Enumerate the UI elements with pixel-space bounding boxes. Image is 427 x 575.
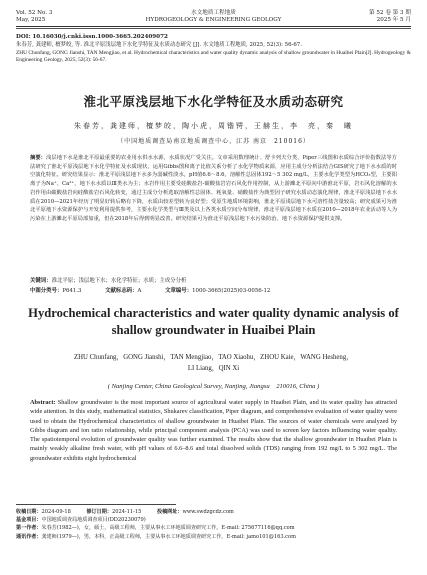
abstract-en-label: Abstract: <box>30 399 56 406</box>
header-rule-thin <box>16 28 411 29</box>
abstract-cn <box>30 154 397 224</box>
affiliation-cn: （中国地质调查局南京地质调查中心，江苏 南京 210016） <box>117 138 310 145</box>
received-date: 收稿日期：2024-09-18 <box>16 509 71 515</box>
header-rule <box>16 26 411 27</box>
abstract-cn-text: 浅层地下水是淮北平原最重要的农业用水供水水源，水质状况广受关注。文章采用数理统计、舒卡列夫分类、Piper三线图和水质综合评价指数法等方法研究了淮北平原浅层地下水化学特征及水质现状，运用Gibbs图和离子比值关系分析了水化学物质来源，应用主成分分析法结合GIS研究了地下水水质的时空演化特征。研究结果显示：淮北平原浅层地下水多为弱碱性淡水，pH值6.6～8.6，溶解性总固体192～5 302 mg/L，主要水化学类型为HCO₃型，主要阳离子为Na⁺、Ca²⁺，地下水水质以Ⅲ类水为主；水岩作用主要受硅酸盐岩-碳酸盐岩岩石风化作用控制，从上游濉北平原向中游淮北平原，岩石风化溶解的水岩作用由碳酸盐岩向硅酸盐岩石风化转变，通过主成分分析选取溶解性总固体、耗氧量、硝酸盐作为典型因子研究水质动态演化规律，淮北平原浅层地下水水质在2010—2021年经历了明显好转后略有下降，水质由较差型转为良好型；受原生地质环境影响，淮北平原浅层地下水可溶性盐含量较高；研究成果可为淮北平原地下水资源保护与开发利用提供参考，主要水化学类型与Ⅲ类及以上各类水质空间分布规律，淮北平原浅层地下水质在2010—2018年农业活动等人为污染在上游濉北平原局部加重，但在2018年后得到明显改善。研究结果可为淮北平原浅层地下水污染防治、地下水资源保护提供支撑。 <box>30 155 397 222</box>
corresponding-author-info: 通讯作者：龚建师(1979—)，男，本科，正高级工程师，主要从事水工环地质调查研究工作。E-mail: jamo101@163.com <box>16 533 296 540</box>
citation-cn: 朱春芳, 龚建师, 檀梦皎, 等. 淮北平原浅层地下水化学特征及水质动态研究 [J]. 水文地质工程地质, 2025, 52(3): 56-67. <box>16 42 302 48</box>
volume-issue-en: Vol. 52 No. 3 <box>16 10 53 16</box>
authors-en <box>16 352 411 374</box>
header-right <box>369 10 411 24</box>
footnote-rule <box>16 504 176 505</box>
citation-en: ZHU Chunfang, GONG Jianshi, TAN Mengjiao, et al. Hydrochemical characteristics and water quality dynamic analysis of shallow groundwater in Huaibei Plain[J]. Hydrogeology & Engineering Geology, 2025, 52(3): 56-67. <box>16 49 411 64</box>
submission-site: 投稿网址：www.swdzgcdz.com <box>156 509 234 515</box>
authors-en-line2: LI Liang，QIN Xi <box>187 365 240 372</box>
citation-block <box>16 42 411 65</box>
keywords-cn-label: 关键词： <box>30 278 52 284</box>
document-code: 文献标志码：A <box>105 288 142 294</box>
volume-issue-cn: 第 52 卷 第 3 期 <box>369 10 411 16</box>
authors-en-line1: ZHU Chunfang，GONG Jianshi，TAN Mengjiao，TAO Xiaohu，ZHOU Kaie，WANG Hesheng， <box>73 354 354 361</box>
date-cn: 2025 年 5 月 <box>376 17 411 23</box>
footnote-dates <box>16 508 411 516</box>
journal-name-en: HYDROGEOLOGY & ENGINEERING GEOLOGY <box>145 17 282 23</box>
classification-cn <box>30 286 397 294</box>
doi[interactable]: DOI: 10.16030/j.cnki.issn.1000-3665.202409072 <box>16 34 168 40</box>
journal-name-cn: 水文地质工程地质 <box>191 10 236 16</box>
keywords-cn <box>30 276 397 284</box>
keywords-cn-text: 淮北平原；浅层地下水；水化学特征；水质；主成分分析 <box>51 278 187 284</box>
title-cn: 淮北平原浅层地下水化学特征及水质动态研究 <box>83 94 344 109</box>
header-center <box>16 10 411 24</box>
article-number: 文章编号：1000-3665(2025)03-0056-12 <box>165 288 271 294</box>
footnote-block <box>16 508 411 541</box>
title-en: Hydrochemical characteristics and water quality dynamic analysis of shallow groundwater in Huaibei Plain <box>28 306 399 337</box>
first-author-info: 第一作者：朱春芳(1982—)，女，硕士，高级工程师，主要从事水工环地质调查研究工作。E-mail: 275677116@qq.com <box>16 525 295 532</box>
authors-cn: 朱春芳，龚建师，檀梦皎，陶小虎，周锴锷，王赫生，李 亮，秦 曦 <box>74 122 353 130</box>
abstract-en <box>30 398 397 494</box>
abstract-en-text: Shallow groundwater is the most important source of agricultural water supply in Huaibei Plain, and its water quality has attracted wide attention. In this study, mathematical statistics, Shukarev classification, Piper diagram, and comprehensive evaluation of water quality were used to obtain the Hydrochemical characteristics of shallow groundwater in Huaibei Plain. The sources of water chemicals were analyzed by Gibbs diagram and ion ratio relationship, while principal component analysis (PCA) was used to screen key factors influencing water quality. The spatiotemporal evolution of groundwater quality was further examined. The results show that the shallow groundwater in Huaibei Plain is mainly weakly alkaline fresh water, with pH values of 6.6–8.6 and total dissolved solids (TDS) ranging from 192 mg/L to 5 302 mg/L. The groundwater exhibits eight hydrochemical <box>30 399 397 462</box>
clc-number: 中图分类号：P641.3 <box>30 288 82 294</box>
abstract-cn-label: 摘要： <box>30 155 47 161</box>
affiliation-en: ( Nanjing Center, China Geological Survey, Nanjing, Jiangsu 210016, China ) <box>107 383 320 390</box>
fund-project: 基金项目：中国地质调查局地质调查项目(DD20230079) <box>16 517 146 524</box>
revised-date: 修订日期：2024-11-15 <box>86 509 142 515</box>
date-en: May, 2025 <box>16 17 46 23</box>
